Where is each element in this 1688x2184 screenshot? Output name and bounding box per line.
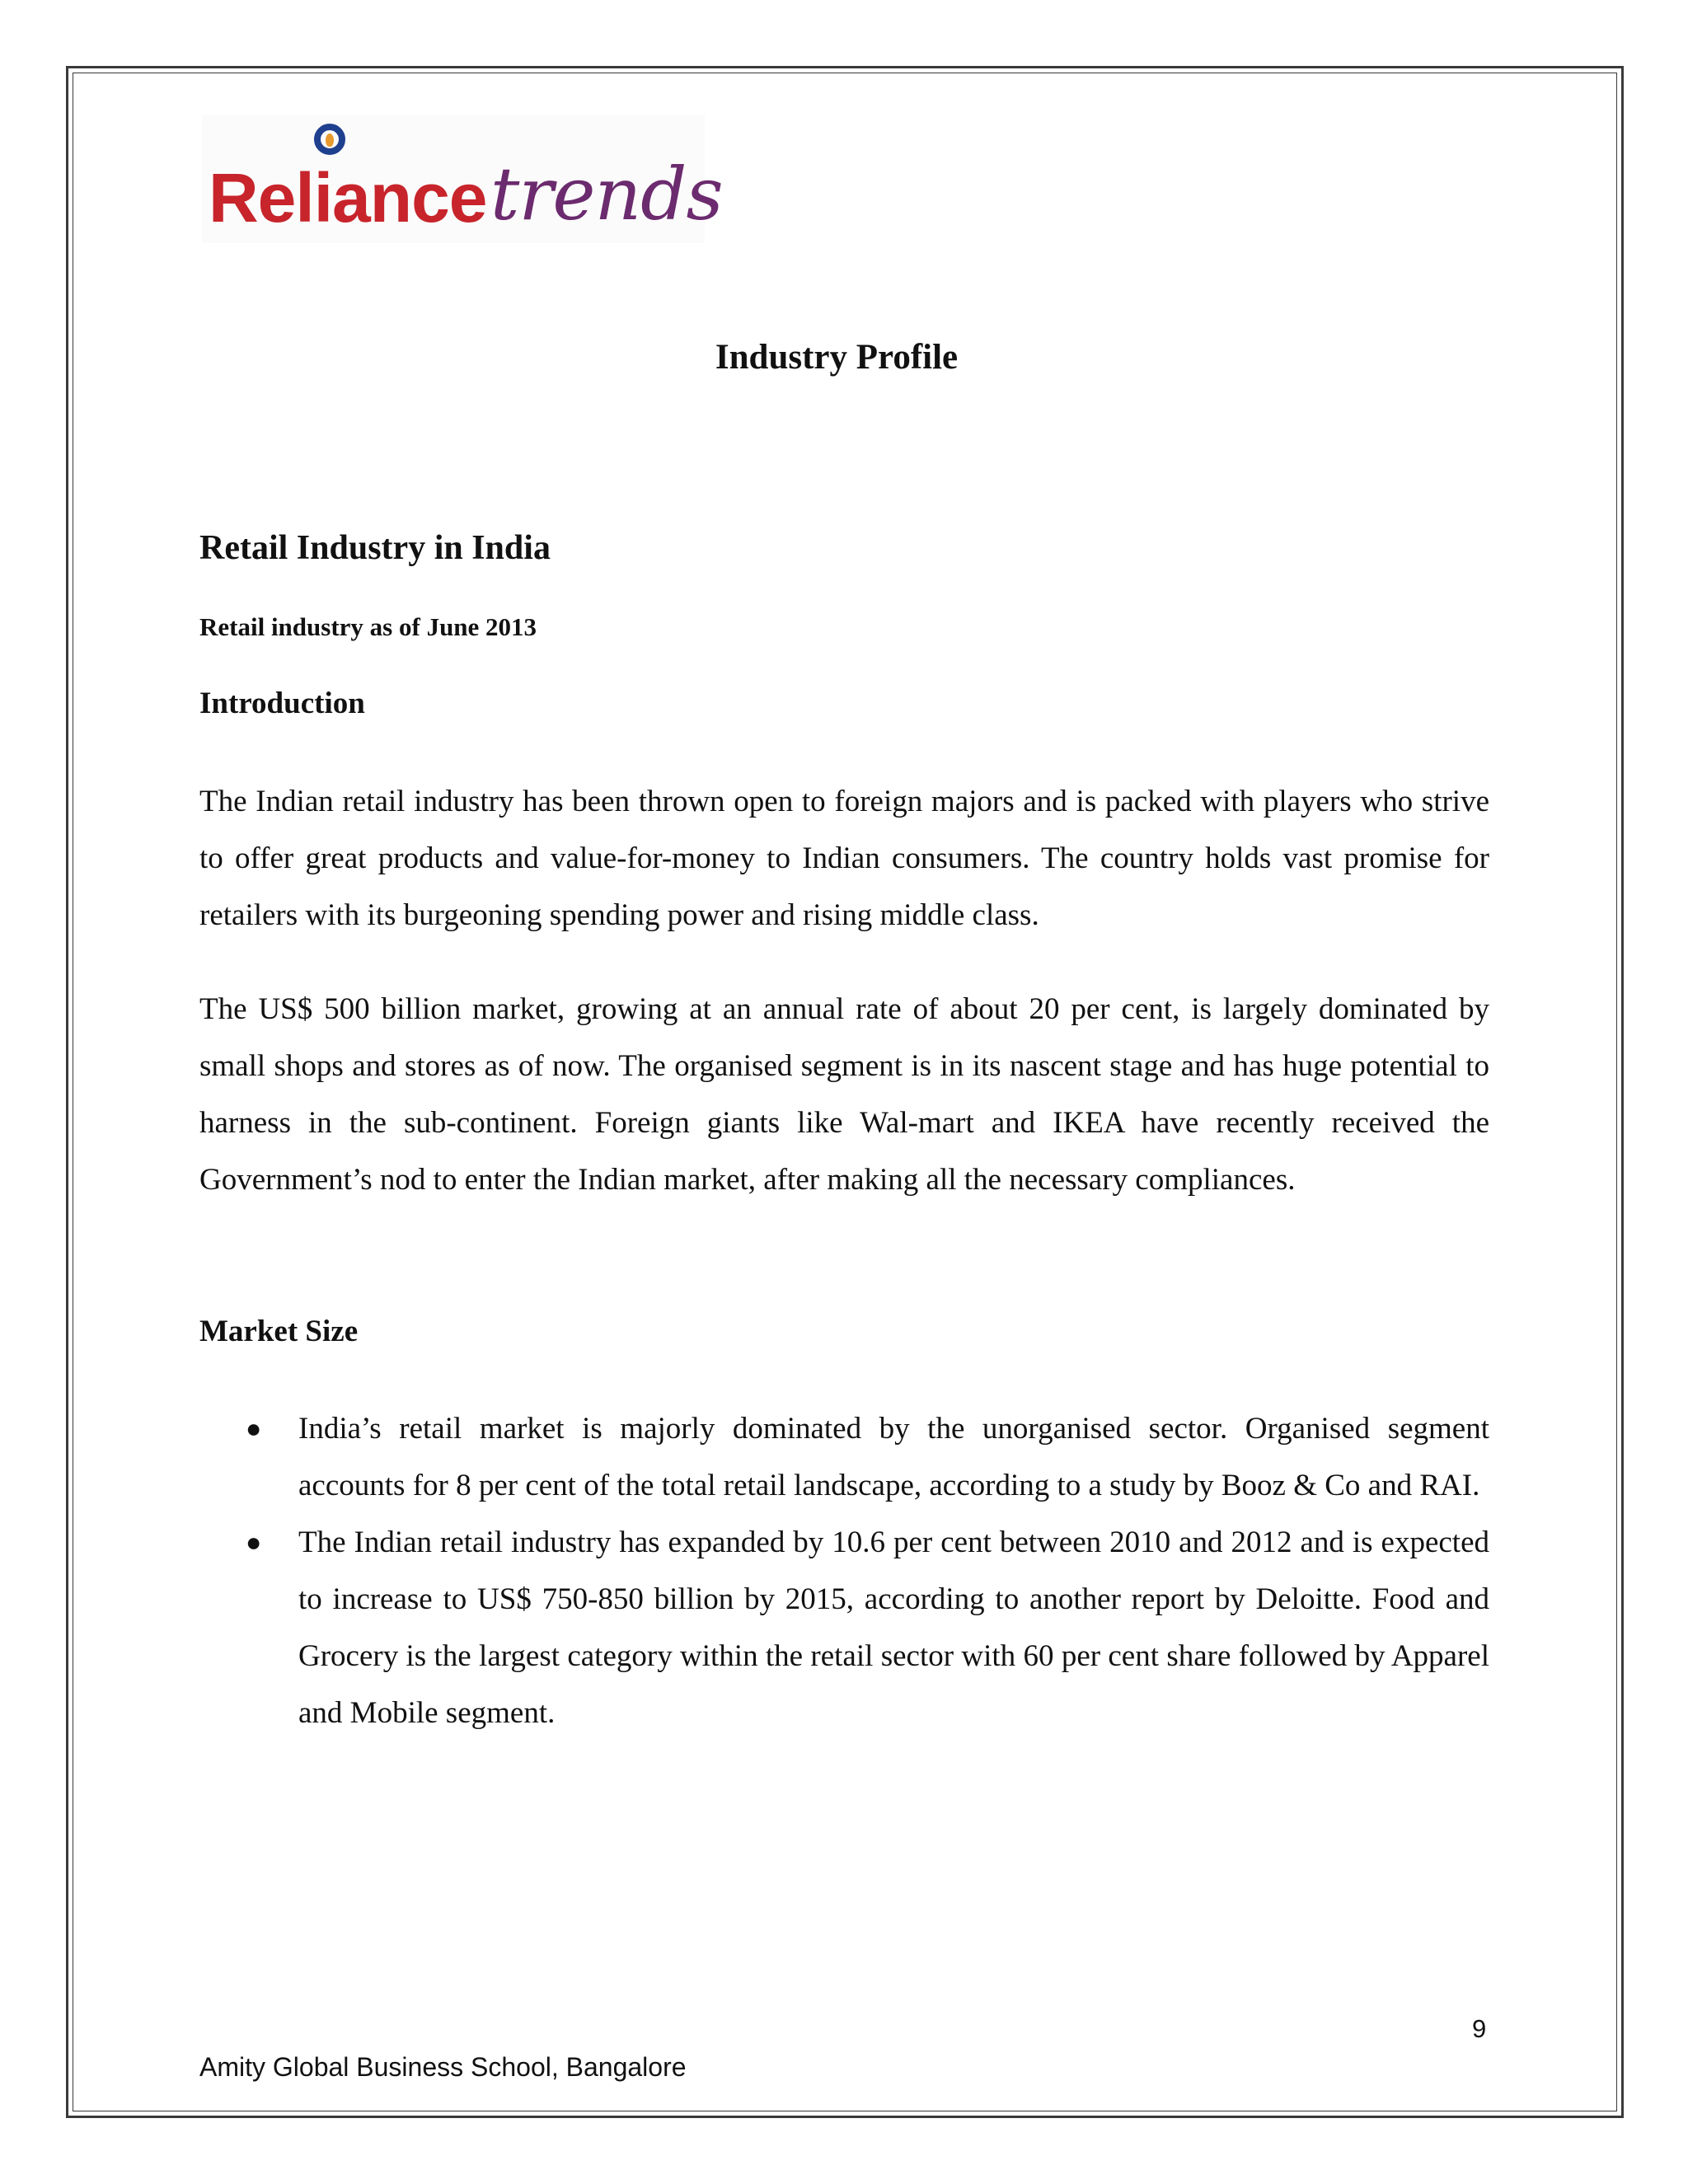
bullet-text: The Indian retail industry has expanded by 10.6 per cent between 2010 and 2012 and is expected to increase to US$ 750-850 billion by 2015, according to another report by Deloitte. Food and Grocery is the largest category within the retail sector with 60 per cent share followed by Apparel and Mobile segment. [298,1526,1489,1730]
introduction-heading: Introduction [199,687,365,720]
list-item [199,1400,1489,1514]
section-subheading: Retail industry as of June 2013 [199,612,537,641]
logo-reliance-text: Reliance [209,159,487,237]
intro-paragraph-1: The Indian retail industry has been thrown open to foreign majors and is packed with players who strive to offer great products and value-for-money to Indian consumers. The country holds vast promise for retailers with its burgeoning spending power and rising middle class. [199,785,1489,932]
market-size-heading: Market Size [199,1315,359,1348]
market-size-list [199,1400,1489,1741]
logo-flame-icon [326,134,334,147]
bullet-icon: ● [246,1527,262,1557]
logo-trends-text: trends [490,152,723,237]
section-heading: Retail Industry in India [199,529,551,567]
bullet-icon: ● [246,1413,262,1443]
list-item [199,1514,1489,1741]
intro-paragraph-2: The US$ 500 billion market, growing at an annual rate of about 20 per cent, is largely dominated by small shops and stores as of now. The organised segment is in its nascent stage and has huge potential to harness in the sub-continent. Foreign giants like Wal-mart and IKEA have recently received the Government’s nod to enter the Indian market, after making all the necessary compliances. [199,992,1489,1197]
reliance-trends-logo [202,115,723,243]
bullet-text: India’s retail market is majorly dominated by the unorganised sector. Organised segment accounts for 8 per cent of the total retail landscape, according to a study by Booz & Co and RAI. [298,1412,1489,1502]
footer-text: Amity Global Business School, Bangalore [199,2052,687,2082]
page-number: 9 [1472,2014,1487,2043]
page-title: Industry Profile [715,338,959,377]
